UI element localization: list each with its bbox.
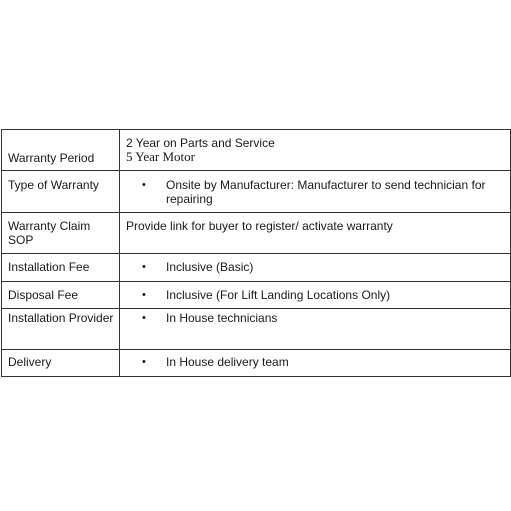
row-value: In House technicians <box>166 311 278 325</box>
bullet-icon: • <box>142 261 146 273</box>
bullet-icon: • <box>142 289 146 301</box>
bullet-item <box>120 282 510 302</box>
row-value-cell <box>120 213 511 254</box>
row-label-cell <box>2 171 120 213</box>
row-value-cell <box>120 309 511 350</box>
row-value-cell <box>120 130 511 171</box>
row-label: Warranty Period <box>8 151 95 165</box>
row-label-cell <box>2 130 120 171</box>
row-value-cell <box>120 282 511 309</box>
row-value-cell <box>120 254 511 282</box>
row-label: Delivery <box>8 355 52 369</box>
row-label: Installation Provider <box>8 311 114 325</box>
row-label-cell <box>2 350 120 377</box>
row-label: Type of Warranty <box>8 178 99 192</box>
row-label: Disposal Fee <box>8 288 79 302</box>
table-row <box>2 213 511 254</box>
row-label: Installation Fee <box>8 260 90 274</box>
bullet-item <box>120 309 510 325</box>
row-value: In House delivery team <box>166 355 289 369</box>
bullet-icon: • <box>142 312 146 324</box>
row-value: Inclusive (Basic) <box>166 260 254 274</box>
row-label-cell <box>2 309 120 350</box>
table-row <box>2 309 511 350</box>
row-label: Warranty Claim SOP <box>8 219 91 247</box>
row-label-cell <box>2 282 120 309</box>
row-value: Inclusive (For Lift Landing Locations Only) <box>166 288 391 302</box>
row-value-cell <box>120 171 511 213</box>
table-row <box>2 254 511 282</box>
row-label-cell <box>2 213 120 254</box>
row-value-cell <box>120 350 511 377</box>
bullet-item <box>120 254 510 274</box>
row-label-cell <box>2 254 120 282</box>
row-value: Onsite by Manufacturer: Manufacturer to send technician for repairing <box>166 178 486 206</box>
bullet-item <box>120 171 510 206</box>
table-row <box>2 130 511 171</box>
warranty-details-table <box>1 129 511 377</box>
row-value: 2 Year on Parts and Service <box>126 136 275 150</box>
table-row <box>2 350 511 377</box>
table-row <box>2 282 511 309</box>
bullet-icon: • <box>142 356 146 368</box>
row-value: Provide link for buyer to register/ activate warranty <box>126 219 393 233</box>
row-value: 5 Year Motor <box>126 149 195 164</box>
bullet-icon: • <box>142 179 146 191</box>
table-row <box>2 171 511 213</box>
bullet-item <box>120 350 510 369</box>
